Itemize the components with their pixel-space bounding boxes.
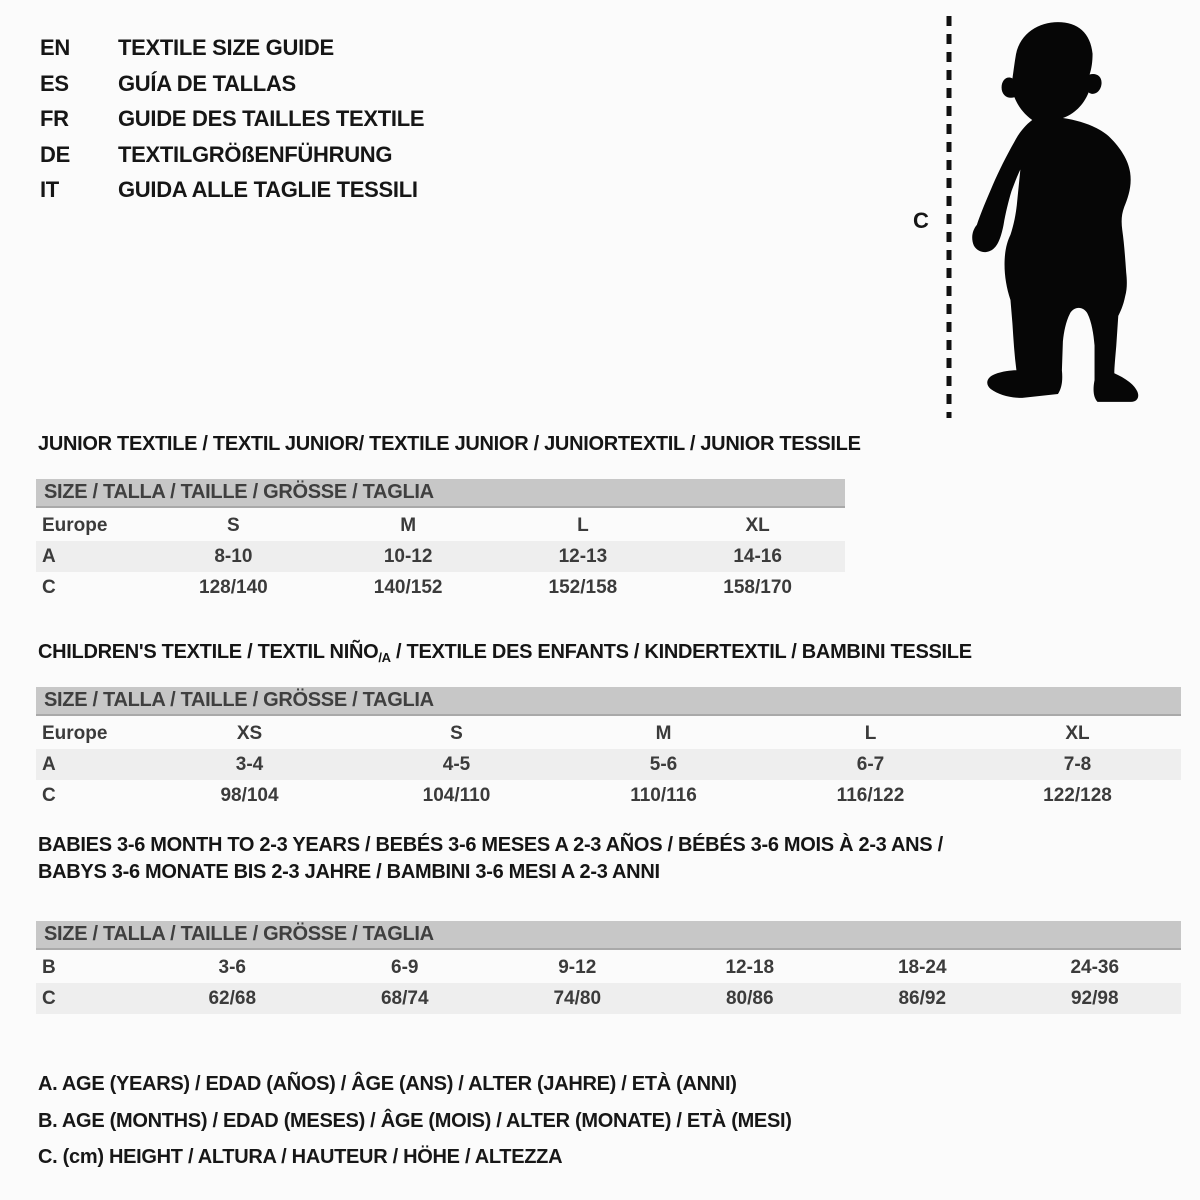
months-cell: 9-12 — [558, 957, 597, 978]
row-label: A — [42, 754, 56, 775]
age-cell: 7-8 — [1063, 754, 1092, 775]
lang-code: FR — [40, 106, 69, 131]
lang-row-it — [40, 172, 424, 208]
age-cell: 4-5 — [442, 754, 471, 775]
height-cell: 62/68 — [208, 988, 257, 1009]
height-cell: 104/110 — [422, 785, 491, 806]
children-heading-prefix: CHILDREN'S TEXTILE / TEXTIL NIÑO — [38, 641, 379, 663]
height-cell: 80/86 — [725, 988, 774, 1009]
babies-section-heading — [38, 832, 943, 886]
table-row-europe — [36, 510, 845, 541]
lang-code: EN — [40, 35, 70, 60]
height-measure-label: C — [913, 208, 929, 233]
legend-line-a: A. AGE (YEARS) / EDAD (AÑOS) / ÂGE (ANS) / ALTER (JAHRE) / ETÀ (ANNI) — [38, 1073, 737, 1095]
toddler-silhouette-icon — [963, 12, 1143, 412]
months-cell: 3-6 — [218, 957, 246, 978]
months-cell: 6-9 — [391, 957, 419, 978]
children-heading-suffix: / TEXTILE DES ENFANTS / KINDERTEXTIL / BAMBINI TESSILE — [390, 641, 972, 663]
age-cell: 3-4 — [235, 754, 264, 775]
size-cell: M — [400, 515, 417, 536]
height-cell: 86/92 — [898, 988, 947, 1009]
lang-row-de — [40, 137, 424, 173]
babies-size-bar: SIZE / TALLA / TAILLE / GRÖSSE / TAGLIA — [36, 921, 1181, 950]
age-cell: 5-6 — [649, 754, 678, 775]
row-label: C — [42, 785, 56, 806]
lang-row-en — [40, 30, 424, 66]
months-cell: 18-24 — [897, 957, 947, 978]
row-label: C — [42, 577, 56, 598]
height-measure-figure — [905, 10, 1155, 428]
age-cell: 12-13 — [558, 546, 608, 567]
row-label: B — [42, 957, 56, 978]
size-cell: L — [577, 515, 589, 536]
children-size-bar: SIZE / TALLA / TAILLE / GRÖSSE / TAGLIA — [36, 687, 1181, 716]
lang-row-fr — [40, 101, 424, 137]
lang-title: GUIDA ALLE TAGLIE TESSILI — [118, 177, 418, 202]
height-cell: 68/74 — [380, 988, 429, 1009]
row-label: Europe — [42, 515, 108, 536]
size-cell: XS — [236, 723, 263, 744]
age-cell: 6-7 — [856, 754, 885, 775]
children-heading-sub: /A — [378, 650, 391, 665]
lang-row-es — [40, 66, 424, 102]
height-cell: 92/98 — [1070, 988, 1119, 1009]
lang-title: TEXTILE SIZE GUIDE — [118, 35, 334, 60]
legend-line-b: B. AGE (MONTHS) / EDAD (MESES) / ÂGE (MOIS) / ALTER (MONATE) / ETÀ (MESI) — [38, 1109, 792, 1132]
height-cell: 140/152 — [373, 577, 443, 598]
legend-block — [38, 1066, 792, 1176]
junior-section-heading: JUNIOR TEXTILE / TEXTIL JUNIOR/ TEXTILE JUNIOR / JUNIORTEXTIL / JUNIOR TESSILE — [38, 433, 861, 455]
size-cell: XL — [745, 515, 770, 536]
junior-size-bar: SIZE / TALLA / TAILLE / GRÖSSE / TAGLIA — [36, 479, 845, 508]
age-cell: 8-10 — [214, 546, 253, 567]
babies-heading-line2: BABYS 3-6 MONATE BIS 2-3 JAHRE / BAMBINI 3-6 MESI A 2-3 ANNI — [38, 861, 660, 883]
lang-code: ES — [40, 70, 69, 96]
size-cell: S — [450, 723, 463, 744]
height-cell: 158/170 — [723, 577, 792, 598]
babies-heading-line1: BABIES 3-6 MONTH TO 2-3 YEARS / BEBÉS 3-6 MESES A 2-3 AÑOS / BÉBÉS 3-6 MOIS À 2-3 ANS / — [38, 834, 943, 856]
size-cell: XL — [1065, 723, 1090, 744]
lang-title: GUIDE DES TAILLES TEXTILE — [118, 106, 425, 131]
row-label: Europe — [42, 723, 108, 744]
months-cell: 12-18 — [725, 957, 775, 978]
size-cell: S — [227, 515, 240, 536]
babies-size-table — [36, 921, 1181, 1014]
lang-title: GUÍA DE TALLAS — [118, 70, 296, 96]
height-cell: 110/116 — [630, 785, 697, 806]
table-row-months — [36, 952, 1181, 983]
row-label: C — [42, 988, 56, 1009]
lang-title: TEXTILGRÖßENFÜHRUNG — [118, 141, 393, 167]
table-row-age — [36, 541, 845, 572]
lang-code: IT — [40, 177, 59, 202]
height-cell: 74/80 — [553, 988, 602, 1009]
age-cell: 14-16 — [733, 546, 782, 567]
height-cell: 128/140 — [199, 577, 268, 598]
children-size-table — [36, 687, 1181, 811]
table-row-europe — [36, 718, 1181, 749]
height-cell: 98/104 — [220, 785, 279, 806]
dashed-height-line-icon — [945, 16, 953, 418]
row-label: A — [42, 546, 56, 567]
language-title-block — [40, 30, 424, 208]
table-row-height — [36, 983, 1181, 1014]
junior-size-table — [36, 479, 845, 603]
lang-code: DE — [40, 141, 70, 167]
height-cell: 122/128 — [1043, 785, 1112, 806]
children-section-heading — [38, 641, 972, 664]
table-row-age — [36, 749, 1181, 780]
months-cell: 24-36 — [1070, 957, 1120, 978]
height-cell: 152/158 — [548, 577, 618, 598]
size-cell: L — [864, 723, 877, 744]
table-row-height — [36, 780, 1181, 811]
legend-line-c: C. (cm) HEIGHT / ALTURA / HAUTEUR / HÖHE / ALTEZZA — [38, 1146, 563, 1168]
size-cell: M — [655, 723, 672, 744]
age-cell: 10-12 — [383, 546, 433, 567]
height-cell: 116/122 — [836, 785, 905, 806]
table-row-height — [36, 572, 845, 603]
